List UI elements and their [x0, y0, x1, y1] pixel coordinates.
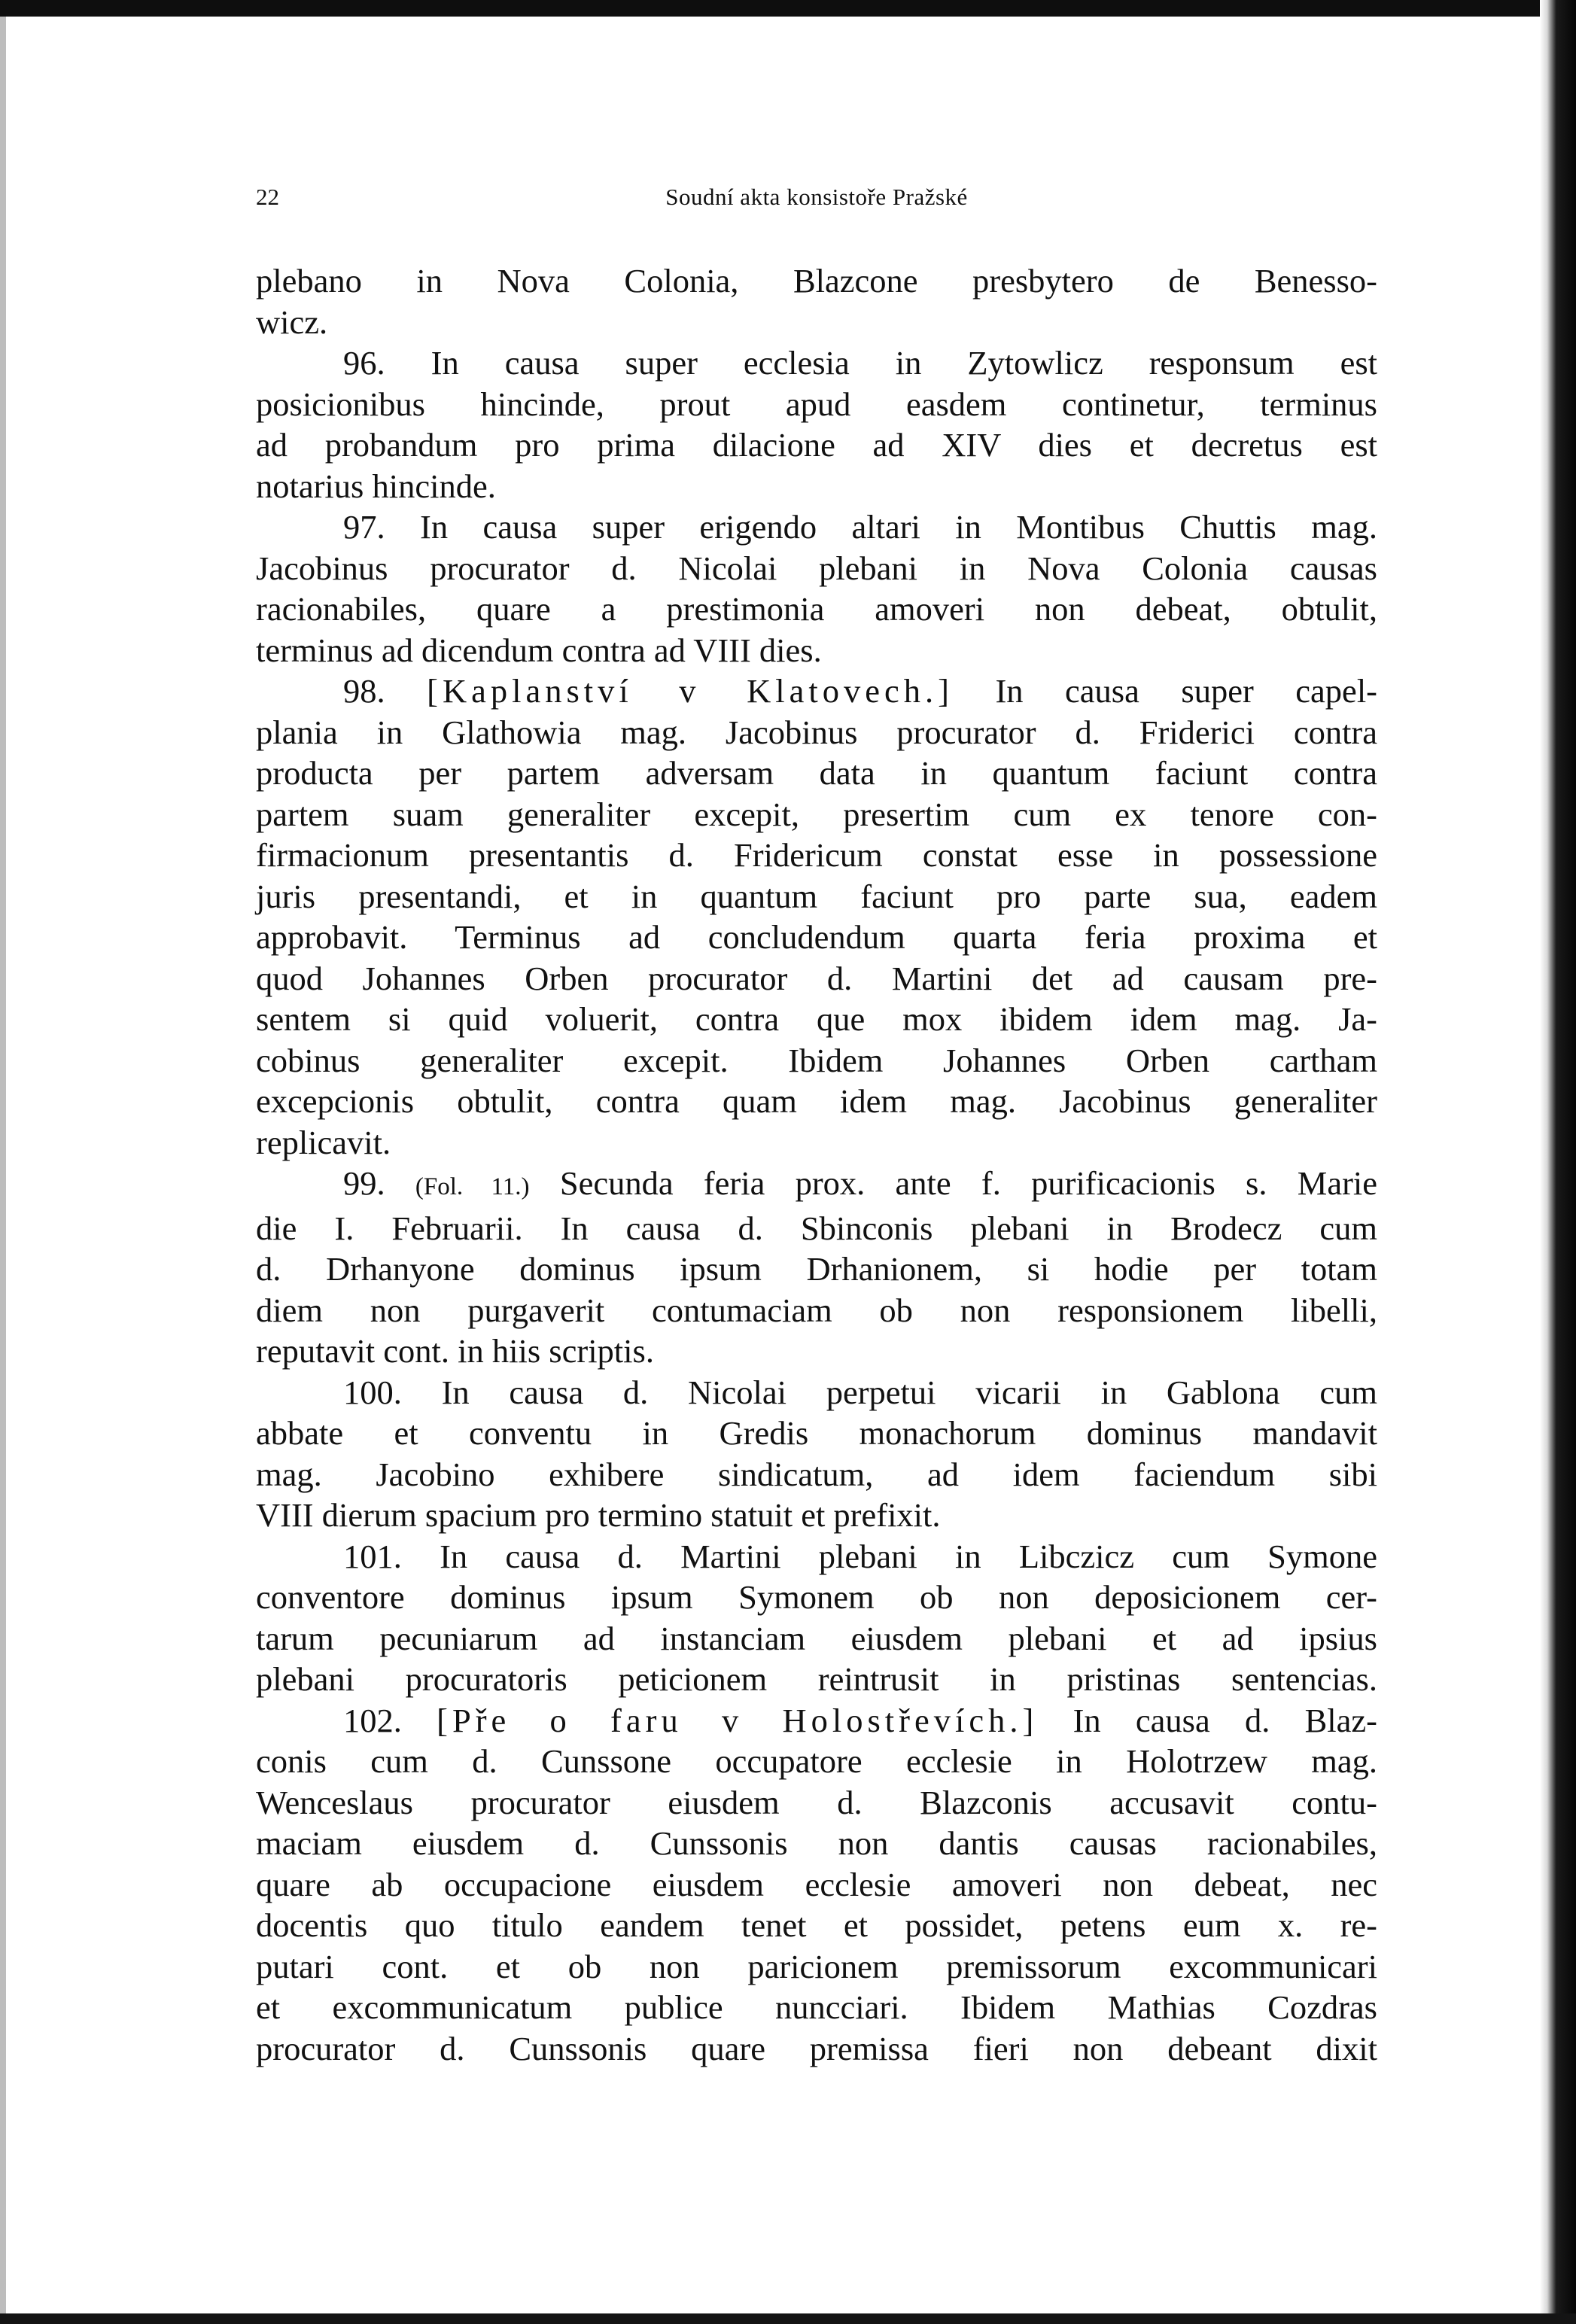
- paragraph-100: [256, 1372, 1377, 1536]
- text-line: wicz.: [256, 303, 328, 341]
- scan-bottom-edge: [0, 2313, 1576, 2324]
- entry-number: 102.: [343, 1701, 437, 1739]
- scan-left-edge: [0, 0, 6, 2324]
- text-line: sentem si quid voluerit, contra que mox ibidem idem mag. Ja-: [256, 1000, 1377, 1038]
- text-line: conis cum d. Cunssone occupatore ecclesie in Holotrzew mag.: [256, 1742, 1377, 1780]
- paragraph-continuation: [256, 260, 1377, 342]
- body-text: [256, 260, 1377, 2069]
- text-line: Wenceslaus procurator eiusdem d. Blazconis accusavit contu-: [256, 1783, 1377, 1821]
- scan-top-edge: [0, 0, 1576, 17]
- text-line: quare ab occupacione eiusdem ecclesie amoveri non debeat, nec: [256, 1865, 1377, 1903]
- text-line: terminus ad dicendum contra ad VIII dies.: [256, 631, 822, 669]
- section-heading: [Kaplanství v Klatovech.]: [427, 672, 954, 710]
- text-line: VIII dierum spacium pro termino statuit et prefixit.: [256, 1496, 941, 1534]
- text-line: plania in Glathowia mag. Jacobinus procurator d. Friderici contra: [256, 713, 1377, 751]
- text-line: procurator d. Cunssonis quare premissa fieri non debeant dixit: [256, 2029, 1377, 2067]
- text-fragment: In causa super capel-: [953, 672, 1377, 710]
- text-line: tarum pecuniarum ad instanciam eiusdem plebani et ad ipsius: [256, 1619, 1377, 1657]
- text-line: abbate et conventu in Gredis monachorum dominus mandavit: [256, 1414, 1377, 1452]
- text-line: et excommunicatum publice nuncciari. Ibidem Mathias Cozdras: [256, 1988, 1377, 2026]
- text-fragment: Secunda feria prox. ante f. purificacionis s. Marie: [529, 1164, 1378, 1202]
- text-line: plebani procuratoris peticionem reintrusit in pristinas sentencias.: [256, 1660, 1377, 1698]
- page-number: 22: [256, 184, 279, 210]
- text-line: reputavit cont. in hiis scriptis.: [256, 1332, 654, 1370]
- text-line: 96. In causa super ecclesia in Zytowlicz responsum est: [343, 344, 1377, 382]
- text-line: mag. Jacobino exhibere sindicatum, ad idem faciendum sibi: [256, 1455, 1377, 1493]
- section-heading: [Pře o faru v Holostřevích.]: [437, 1701, 1039, 1739]
- paragraph-96: [256, 342, 1377, 506]
- entry-number: 99.: [343, 1164, 415, 1202]
- text-line: ad probandum pro prima dilacione ad XIV dies et decretus est: [256, 426, 1377, 464]
- text-line: producta per partem adversam data in quantum faciunt contra: [256, 754, 1377, 792]
- text-line: partem suam generaliter excepit, presertim cum ex tenore con-: [256, 795, 1377, 833]
- paragraph-99: [256, 1163, 1377, 1372]
- text-line: diem non purgaverit contumaciam ob non responsionem libelli,: [256, 1291, 1377, 1329]
- text-line: quod Johannes Orben procurator d. Martini det ad causam pre-: [256, 959, 1377, 997]
- text-line: 100. In causa d. Nicolai perpetui vicarii in Gablona cum: [343, 1373, 1377, 1411]
- text-line: 101. In causa d. Martini plebani in Libczicz cum Symone: [343, 1537, 1377, 1575]
- text-line: plebano in Nova Colonia, Blazcone presbytero de Benesso-: [256, 262, 1377, 300]
- text-line: notarius hincinde.: [256, 467, 496, 505]
- text-line: juris presentandi, et in quantum faciunt pro parte sua, eadem: [256, 877, 1377, 915]
- text-line: d. Drhanyone dominus ipsum Drhanionem, si hodie per totam: [256, 1250, 1377, 1288]
- text-line: replicavit.: [256, 1123, 391, 1161]
- entry-number: 98.: [343, 672, 427, 710]
- paragraph-98: [256, 671, 1377, 1163]
- text-fragment: In causa d. Blaz-: [1038, 1701, 1377, 1739]
- text-line: racionabiles, quare a prestimonia amoveri non debeat, obtulit,: [256, 590, 1377, 628]
- paragraph-102: [256, 1700, 1377, 2070]
- text-line: [256, 1163, 1377, 1208]
- text-line: excepcionis obtulit, contra quam idem mag. Jacobinus generaliter: [256, 1082, 1377, 1120]
- paragraph-101: [256, 1536, 1377, 1700]
- text-line: die I. Februarii. In causa d. Sbinconis plebani in Brodecz cum: [256, 1209, 1377, 1247]
- page-header: [256, 184, 1377, 214]
- scan-right-edge: [1540, 0, 1576, 2324]
- text-line: posicionibus hincinde, prout apud easdem continetur, terminus: [256, 385, 1377, 423]
- text-line: cobinus generaliter excepit. Ibidem Johannes Orben cartham: [256, 1041, 1377, 1079]
- text-line: conventore dominus ipsum Symonem ob non deposicionem cer-: [256, 1578, 1377, 1616]
- text-line: 97. In causa super erigendo altari in Montibus Chuttis mag.: [343, 508, 1377, 546]
- text-line: maciam eiusdem d. Cunssonis non dantis causas racionabiles,: [256, 1824, 1377, 1862]
- paragraph-97: [256, 506, 1377, 671]
- running-title: Soudní akta konsistoře Pražské: [665, 184, 968, 210]
- text-line: [256, 1700, 1377, 1741]
- text-line: putari cont. et ob non paricionem premissorum excommunicari: [256, 1947, 1377, 1985]
- text-line: approbavit. Terminus ad concludendum quarta feria proxima et: [256, 918, 1377, 956]
- text-line: Jacobinus procurator d. Nicolai plebani in Nova Colonia causas: [256, 549, 1377, 587]
- folio-reference: (Fol. 11.): [415, 1173, 530, 1200]
- text-line: [256, 671, 1377, 712]
- text-line: docentis quo titulo eandem tenet et possidet, petens eum x. re-: [256, 1906, 1377, 1944]
- text-line: firmacionum presentantis d. Fridericum constat esse in possessione: [256, 836, 1377, 874]
